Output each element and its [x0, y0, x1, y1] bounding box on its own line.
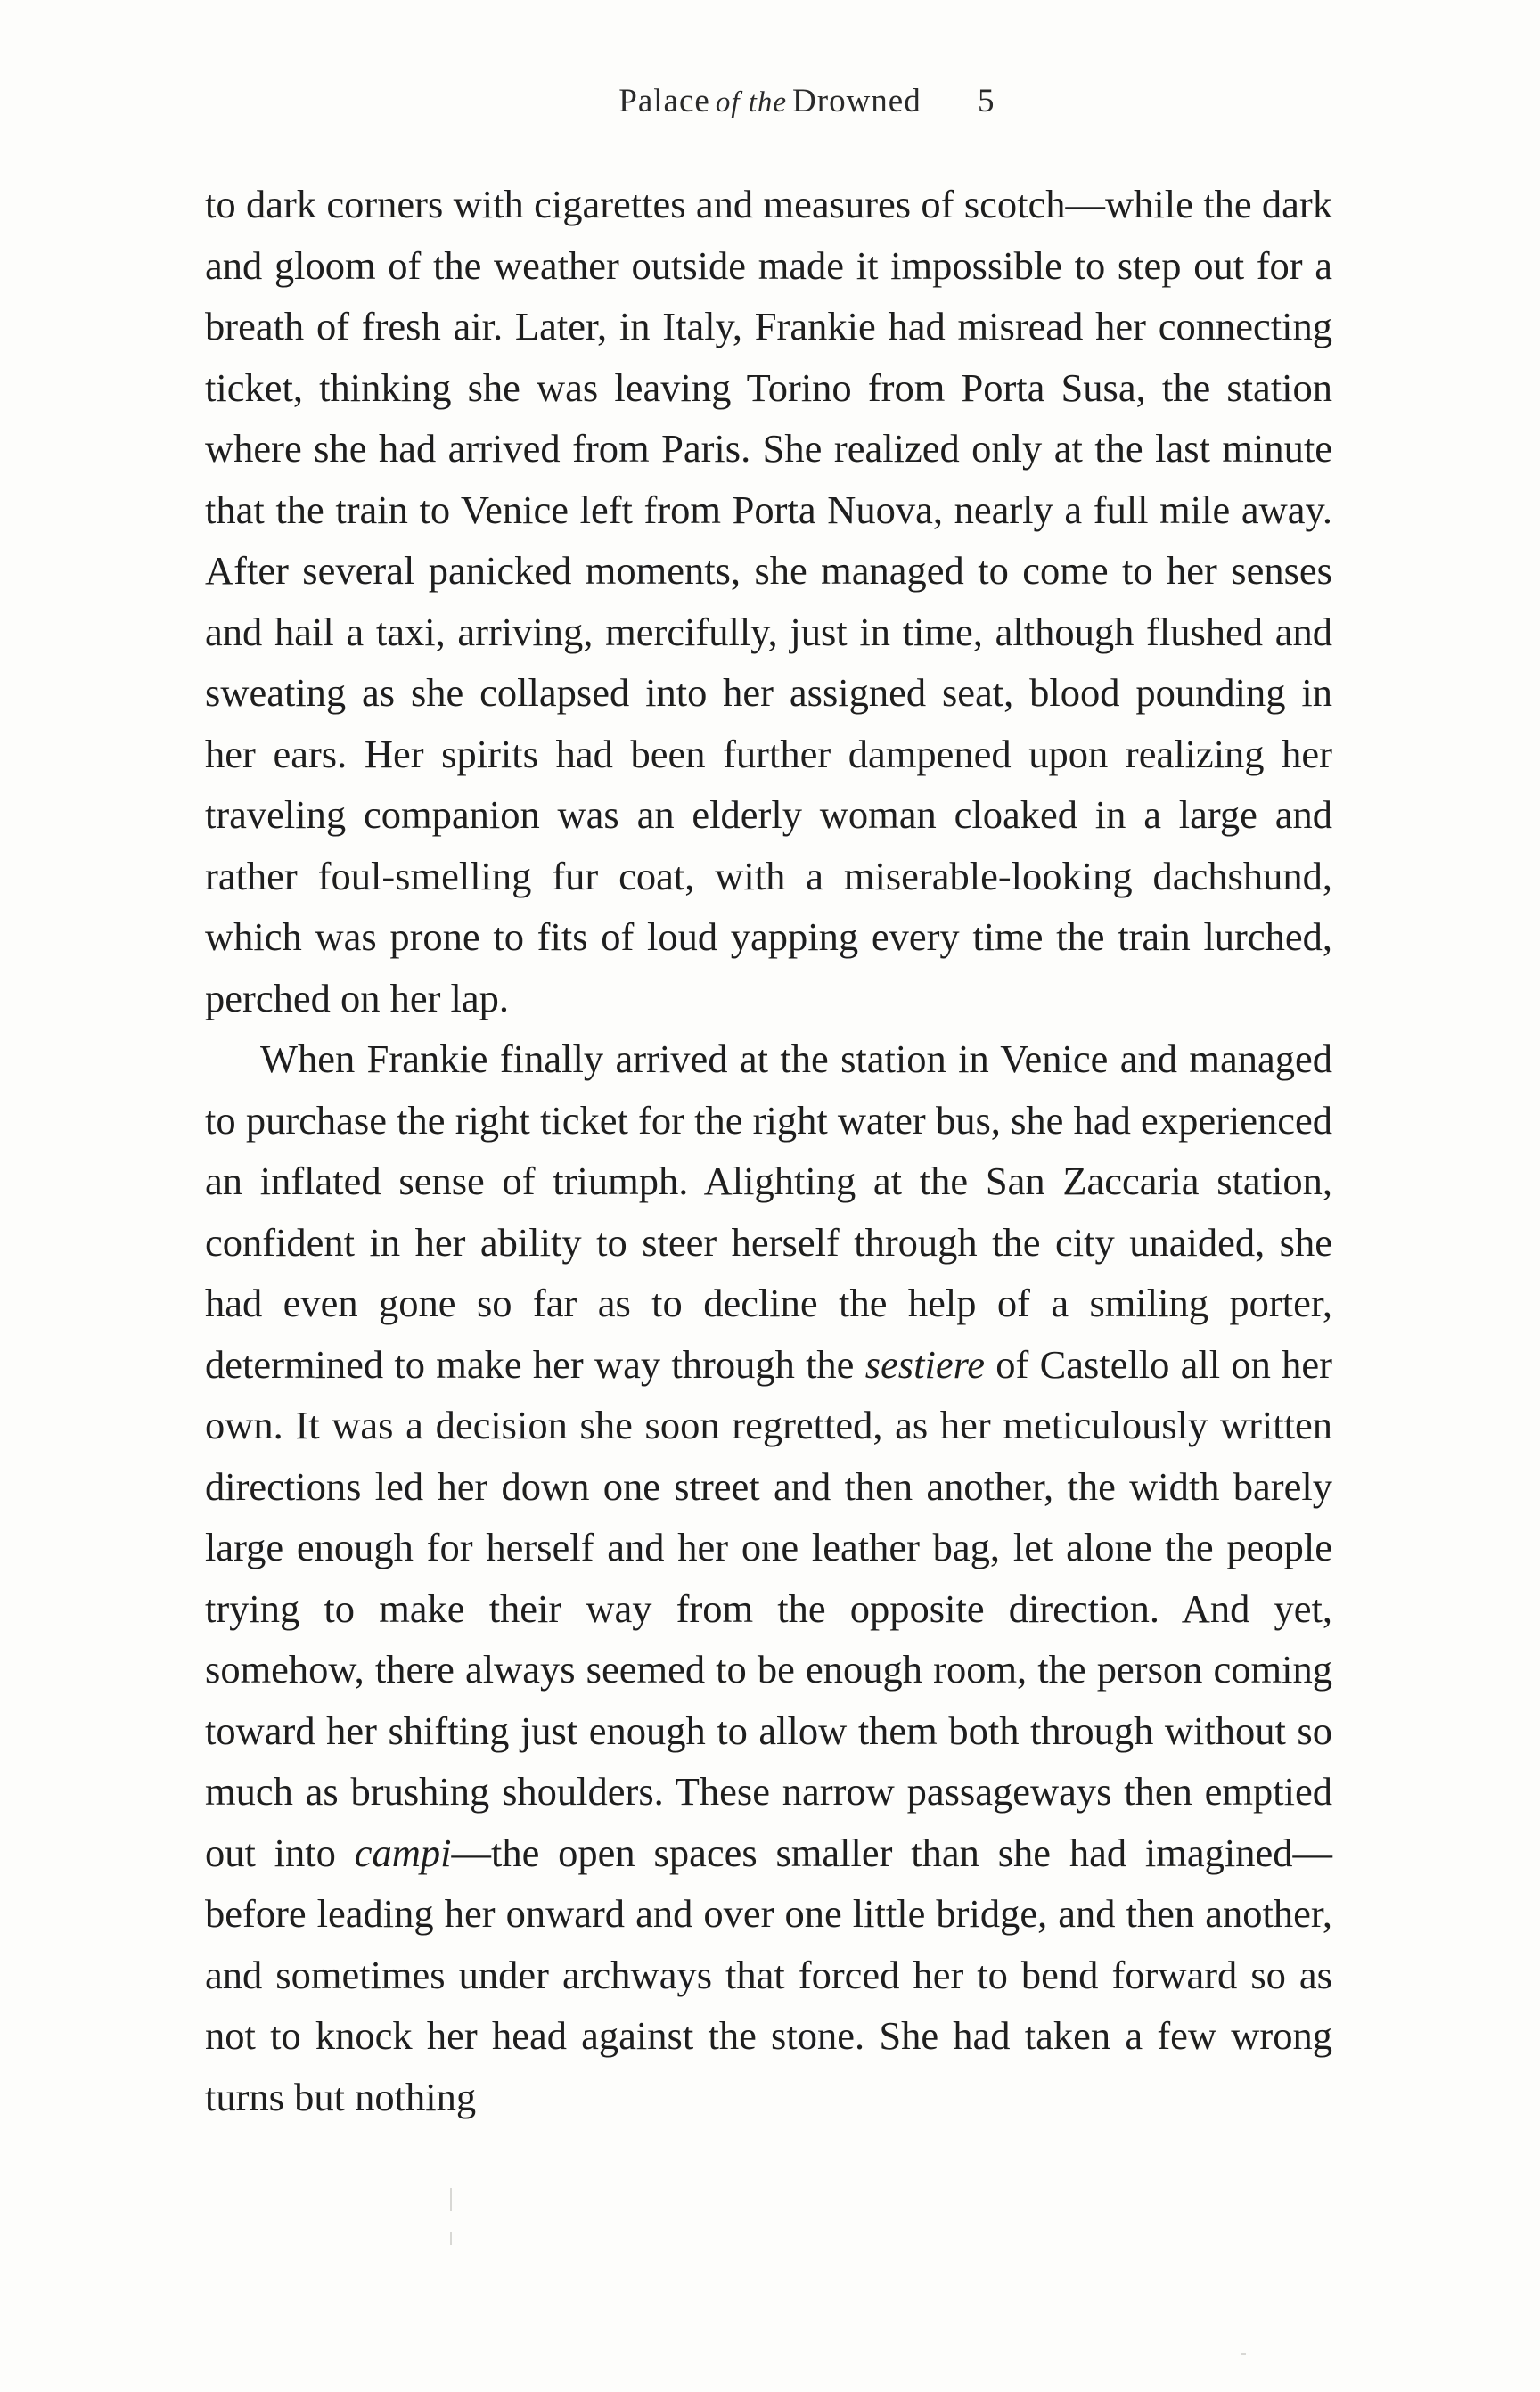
- body-text: [205, 174, 1332, 2127]
- page-number: 5: [978, 83, 995, 119]
- paragraph-2-text-c: —the open spaces smaller than she had imagined—before leading her onward and over one little bridge, and then another, and sometimes under archways that forced her to bend forward so as not to knock her head against the stone. She had taken a few wrong turns but nothing: [205, 1830, 1332, 2119]
- running-head: [0, 82, 1540, 135]
- paragraph-2: [205, 1028, 1332, 2127]
- paragraph-1: [205, 174, 1332, 1028]
- italic-campi: campi: [354, 1830, 452, 1875]
- italic-sestiere: sestiere: [864, 1341, 985, 1387]
- scan-artifact-mark: [1241, 2353, 1246, 2355]
- paragraph-2-text-a: When Frankie finally arrived at the station in Venice and managed to purchase the right ticket for the right water bus, she had experienced an inflated sense of triumph. Alighting at the San Zaccaria station, confident in her ability to steer herself through the city unaided, she had even gone so far as to decline the help of a smiling porter, determined to make her way through the: [205, 1036, 1332, 1387]
- book-title: [618, 82, 921, 120]
- paragraph-2-text-b: of Castello all on her own. It was a decision she soon regretted, as her meticulously written directions led her down one street and then another, the width barely large enough for herself and her one leather bag, let alone the people trying to make their way from the opposite direction. And yet, somehow, there always seemed to be enough room, the person coming toward her shifting just enough to allow them both through without so much as brushing shoulders. These narrow passageways then emptied out into: [205, 1341, 1332, 1875]
- paragraph-1-text: to dark corners with cigarettes and measures of scotch—while the dark and gloom of the weather outside made it impossible to step out for a breath of fresh air. Later, in Italy, Frankie had misread her connecting ticket, thinking she was leaving Torino from Porta Susa, the station where she had arrived from Paris. She realized only at the last minute that the train to Venice left from Porta Nuova, nearly a full mile away. After several panicked moments, she managed to come to her senses and hail a taxi, arriving, mercifully, just in time, although flushed and sweating as she collapsed into her assigned seat, blood pounding in her ears. Her spirits had been further dampened upon realizing her traveling companion was an elderly woman cloaked in a large and rather foul-smelling fur coat, with a miserable-looking dachshund, which was prone to fits of loud yapping every time the train lurched, perched on her lap.: [205, 182, 1332, 1020]
- title-words-of-the: of the: [715, 86, 788, 119]
- scan-artifact-mark: [450, 2232, 452, 2245]
- title-word-drowned: Drowned: [792, 83, 922, 119]
- scan-artifact-mark: [450, 2188, 452, 2211]
- title-word-palace: Palace: [618, 83, 710, 119]
